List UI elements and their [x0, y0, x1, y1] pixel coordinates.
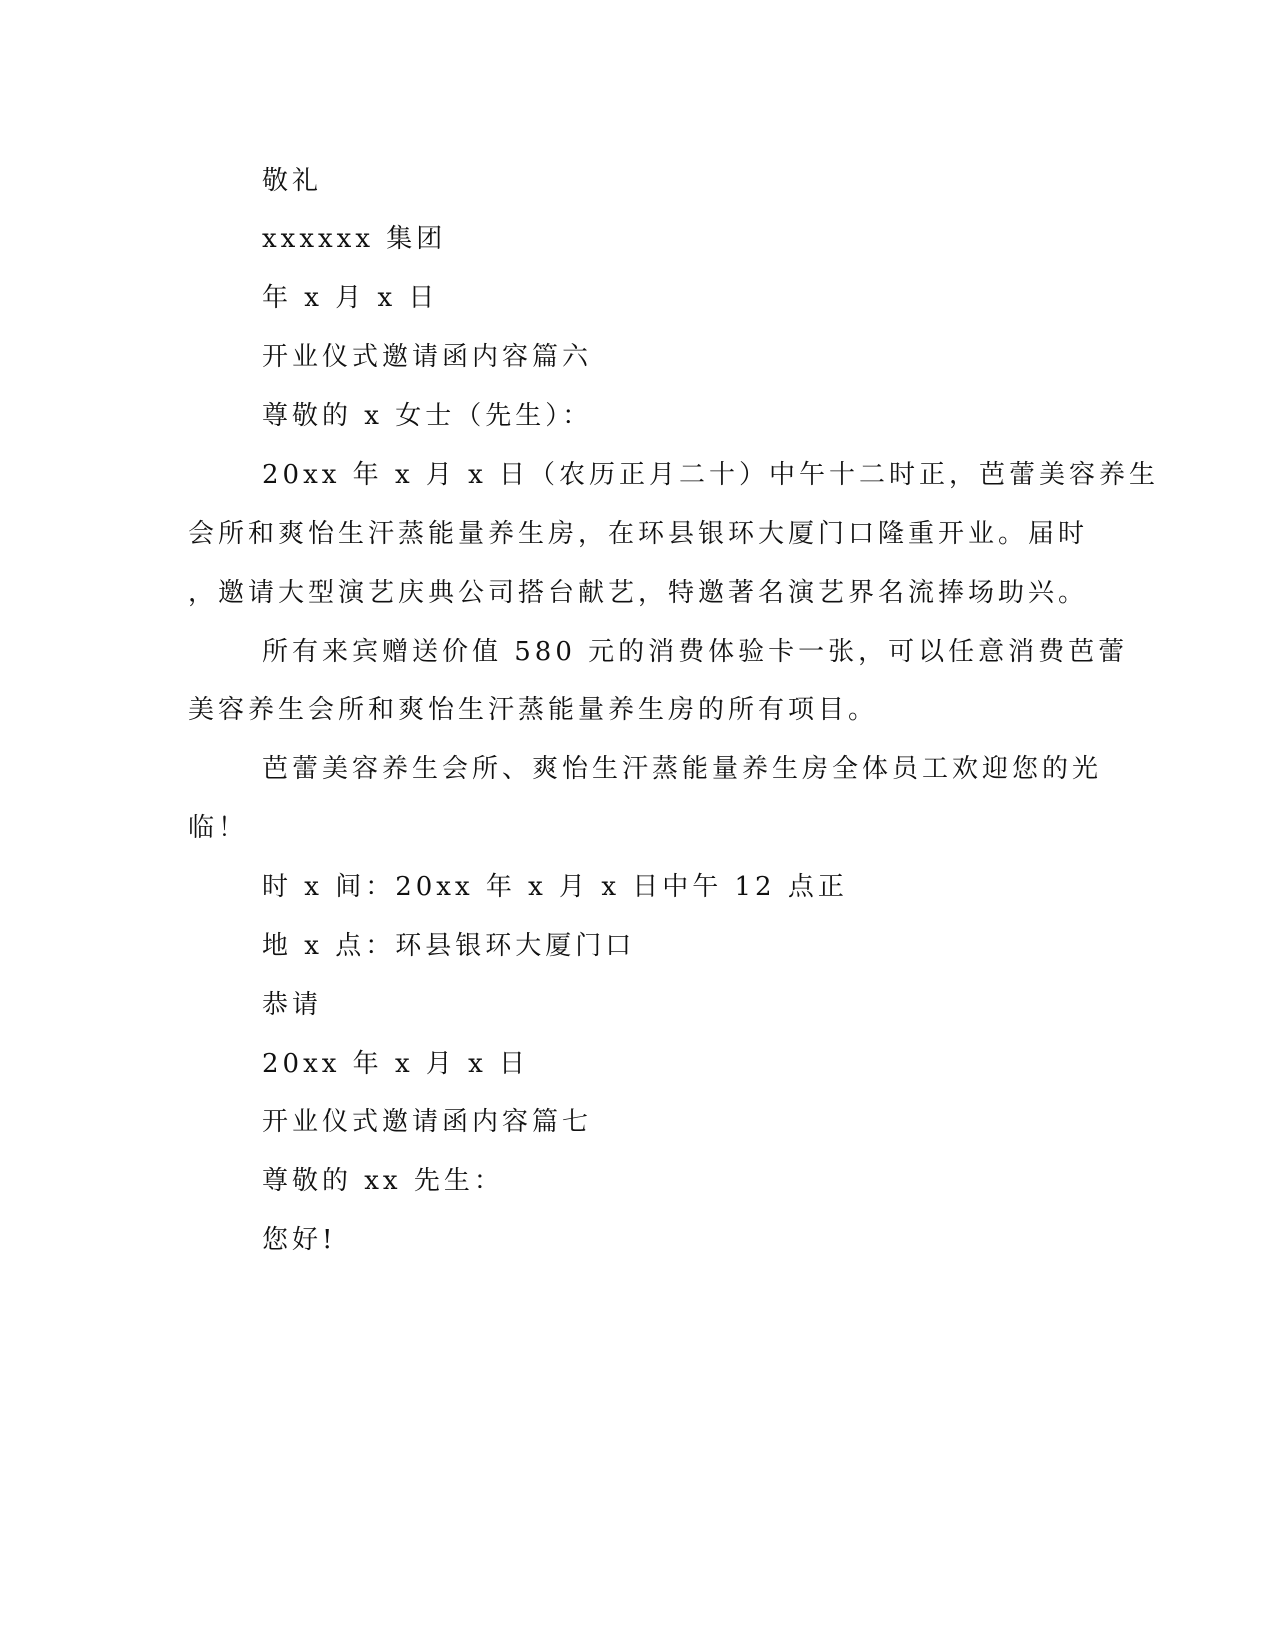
group-signature: xxxxxx 集团 — [262, 224, 447, 254]
date-line: 年 x 月 x 日 — [262, 283, 439, 313]
greeting: 尊敬的 x 女士（先生）： — [262, 401, 593, 431]
greeting: 尊敬的 xx 先生： — [262, 1166, 504, 1196]
paragraph-line: 20xx 年 x 月 x 日（农历正月二十）中午十二时正，芭蕾美容养生 — [262, 460, 1160, 490]
respectfully-line: 恭请 — [262, 990, 323, 1020]
paragraph-line: 临！ — [188, 813, 249, 843]
section-title: 开业仪式邀请函内容篇七 — [262, 1107, 593, 1137]
paragraph-line: 所有来宾赠送价值 580 元的消费体验卡一张，可以任意消费芭蕾 — [262, 637, 1129, 667]
hello-line: 您好! — [262, 1225, 337, 1255]
paragraph-line: ，邀请大型演艺庆典公司搭台献艺，特邀著名演艺界名流捧场助兴。 — [188, 578, 1089, 608]
paragraph-line: 美容养生会所和爽怡生汗蒸能量养生房的所有项目。 — [188, 695, 879, 725]
section-title: 开业仪式邀请函内容篇六 — [262, 342, 593, 372]
place-line: 地 x 点：环县银环大厦门口 — [262, 931, 636, 961]
time-line: 时 x 间：20xx 年 x 月 x 日中午 12 点正 — [262, 872, 848, 902]
paragraph-line: 芭蕾美容养生会所、爽怡生汗蒸能量养生房全体员工欢迎您的光 — [262, 754, 1103, 784]
date-line: 20xx 年 x 月 x 日 — [262, 1049, 530, 1079]
paragraph-line: 会所和爽怡生汗蒸能量养生房，在环县银环大厦门口隆重开业。届时 — [188, 519, 1089, 549]
closing-salute: 敬礼 — [262, 166, 323, 196]
